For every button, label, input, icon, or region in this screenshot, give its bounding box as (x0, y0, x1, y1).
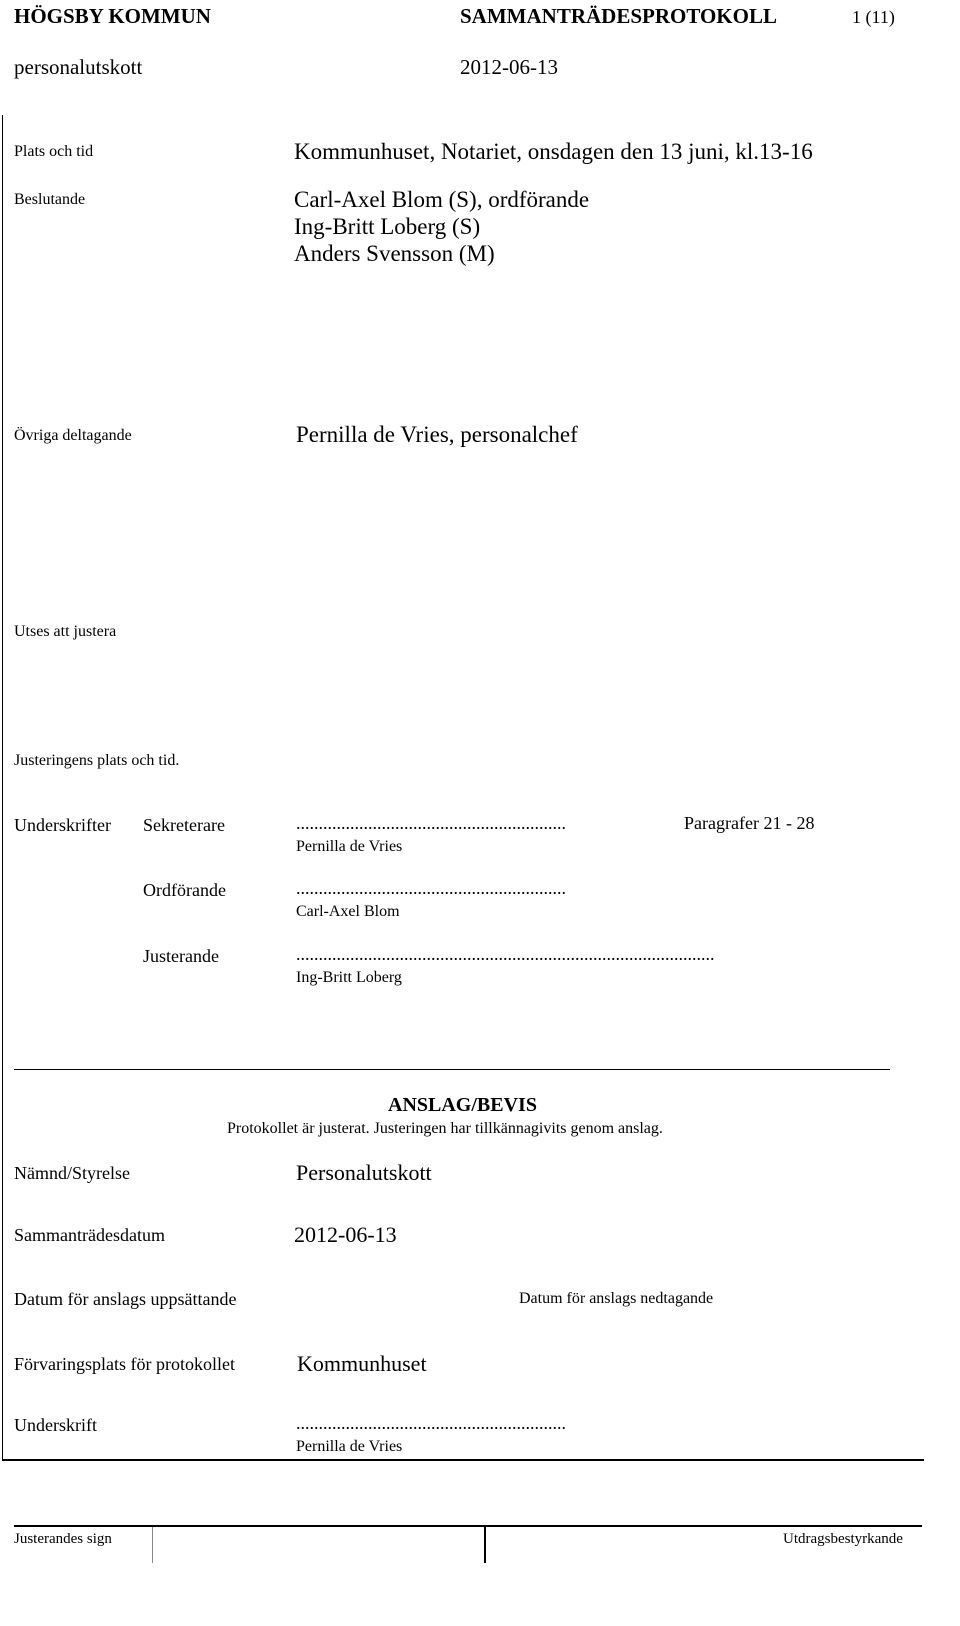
paragraphs-range: Paragrafer 21 - 28 (684, 813, 815, 833)
signatures-label: Underskrifter (14, 815, 111, 835)
adjuster-role: Justerande (143, 946, 219, 966)
footer-rule (14, 1525, 922, 1527)
notice-signer-name: Pernilla de Vries (296, 1438, 403, 1455)
footer-sign-box (152, 1527, 153, 1563)
section-divider (14, 1069, 890, 1070)
adjust-label: Utses att justera (14, 623, 117, 640)
secretary-name: Pernilla de Vries (296, 838, 403, 855)
meeting-date-label: Sammanträdesdatum (14, 1225, 165, 1245)
decider-2: Ing-Britt Loberg (S) (294, 214, 481, 239)
notice-signature-line: ............................................................ (296, 1413, 566, 1433)
left-border (2, 115, 3, 1460)
board-label: Nämnd/Styrelse (14, 1163, 130, 1183)
decider-1: Carl-Axel Blom (S), ordförande (294, 187, 590, 212)
storage-label: Förvaringsplats för protokollet (14, 1354, 235, 1374)
municipality-name: HÖGSBY KOMMUN (14, 4, 211, 28)
board-value: Personalutskott (296, 1160, 432, 1185)
bottom-border (2, 1459, 924, 1461)
notice-subtitle: Protokollet är justerat. Justeringen har tillkännagivits genom anslag. (227, 1120, 663, 1137)
header-date: 2012-06-13 (460, 55, 558, 79)
removed-date-label: Datum för anslags nedtagande (519, 1290, 714, 1307)
signature-label: Underskrift (14, 1415, 97, 1435)
adjust-place-label: Justeringens plats och tid. (14, 752, 180, 769)
decider-3: Anders Svensson (M) (294, 241, 495, 266)
place-value: Kommunhuset, Notariet, onsdagen den 13 juni, kl.13-16 (294, 139, 813, 164)
secretary-signature-line: ............................................................ (296, 813, 566, 833)
others-value: Pernilla de Vries, personalchef (296, 422, 578, 447)
chair-signature-line: ............................................................ (296, 878, 566, 898)
adjuster-signature-line: ............................................................................................. (296, 944, 715, 964)
footer-extract-certification: Utdragsbestyrkande (783, 1531, 903, 1547)
secretary-role: Sekreterare (143, 815, 225, 835)
footer-divider (484, 1525, 486, 1563)
posted-date-label: Datum för anslags uppsättande (14, 1289, 237, 1309)
others-label: Övriga deltagande (14, 427, 132, 444)
meeting-date-value: 2012-06-13 (294, 1222, 397, 1247)
chair-role: Ordförande (143, 880, 226, 900)
page-number: 1 (11) (852, 7, 895, 27)
committee-name: personalutskott (14, 55, 143, 79)
chair-name: Carl-Axel Blom (296, 903, 400, 920)
storage-value: Kommunhuset (297, 1351, 427, 1376)
document-type: SAMMANTRÄDESPROTOKOLL (460, 4, 777, 28)
deciders-label: Beslutande (14, 191, 86, 208)
place-label: Plats och tid (14, 143, 94, 160)
notice-title: ANSLAG/BEVIS (388, 1094, 537, 1116)
adjuster-name: Ing-Britt Loberg (296, 969, 402, 986)
footer-adjuster-sign: Justerandes sign (14, 1531, 112, 1547)
